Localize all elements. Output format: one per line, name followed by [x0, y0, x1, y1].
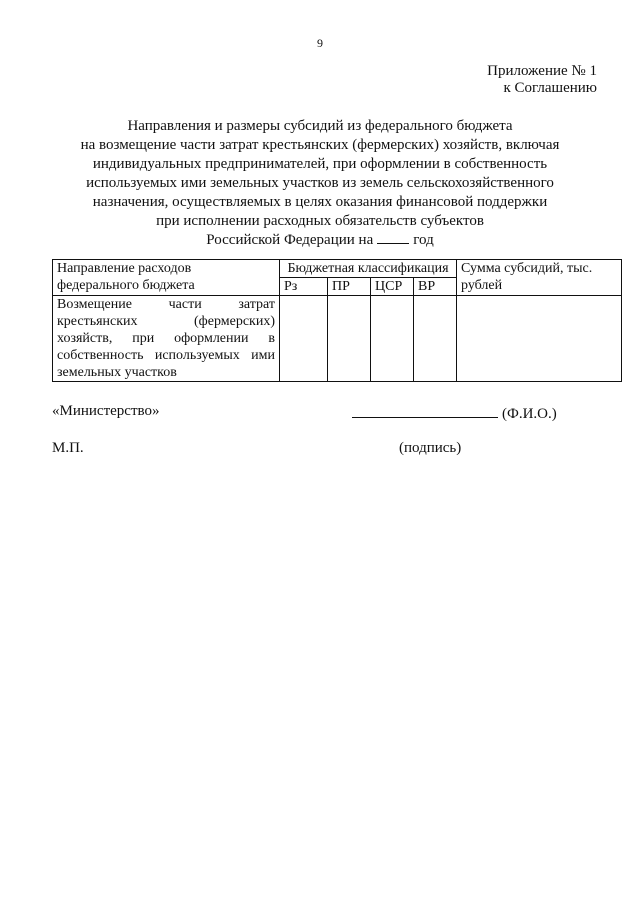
- row-pr-cell: [328, 296, 371, 382]
- header-budget-classification: Бюджетная классификация: [280, 260, 457, 278]
- row-rz-cell: [280, 296, 328, 382]
- row-sum-cell: [457, 296, 622, 382]
- heading-text-after-blank: год: [413, 232, 434, 248]
- header-sum: Сумма субсидий, тыс. рублей: [457, 260, 622, 296]
- heading-line: используемых ими земельных участков из земель сельскохозяйственного: [86, 175, 554, 191]
- signature-label: (подпись): [399, 440, 462, 456]
- stamp-label: М.П.: [52, 440, 84, 456]
- heading-line: Направления и размеры субсидий из федерального бюджета: [127, 118, 513, 134]
- header-vr: ВР: [414, 278, 457, 296]
- heading-line: при исполнении расходных обязательств субъектов: [156, 213, 484, 229]
- header-pr: ПР: [328, 278, 371, 296]
- heading-text-before-blank: Российской Федерации на: [206, 232, 374, 248]
- row-vr-cell: [414, 296, 457, 382]
- ministry-label: «Министерство»: [52, 403, 160, 419]
- subsidy-table: [52, 259, 622, 382]
- document-heading: [60, 117, 580, 250]
- year-blank-field: [377, 231, 409, 244]
- heading-line: на возмещение части затрат крестьянских (фермерских) хозяйств, включая: [80, 137, 560, 153]
- header-direction: Направление расходов федерального бюджета: [53, 260, 280, 296]
- header-csr: ЦСР: [371, 278, 414, 296]
- heading-last-line: [60, 231, 580, 250]
- appendix-line-2: к Соглашению: [503, 80, 597, 96]
- page-number: 9: [317, 36, 323, 50]
- row-direction: Возмещение части затрат крестьянских (фермерских) хозяйств, при оформлении в собственность используемых ими земельных участков: [53, 296, 280, 382]
- row-csr-cell: [371, 296, 414, 382]
- fio-label: (Ф.И.О.): [502, 406, 557, 422]
- appendix-note: [487, 63, 597, 97]
- heading-line: назначения, осуществляемых в целях оказания финансовой поддержки: [92, 194, 548, 210]
- table-header-row: [53, 260, 622, 278]
- heading-line: индивидуальных предпринимателей, при оформлении в собственность: [92, 156, 548, 172]
- appendix-line-1: Приложение № 1: [487, 63, 597, 79]
- fio-signature-line: [352, 403, 557, 423]
- header-rz: Рз: [280, 278, 328, 296]
- fio-blank-field: [352, 403, 498, 418]
- table-row: [53, 296, 622, 382]
